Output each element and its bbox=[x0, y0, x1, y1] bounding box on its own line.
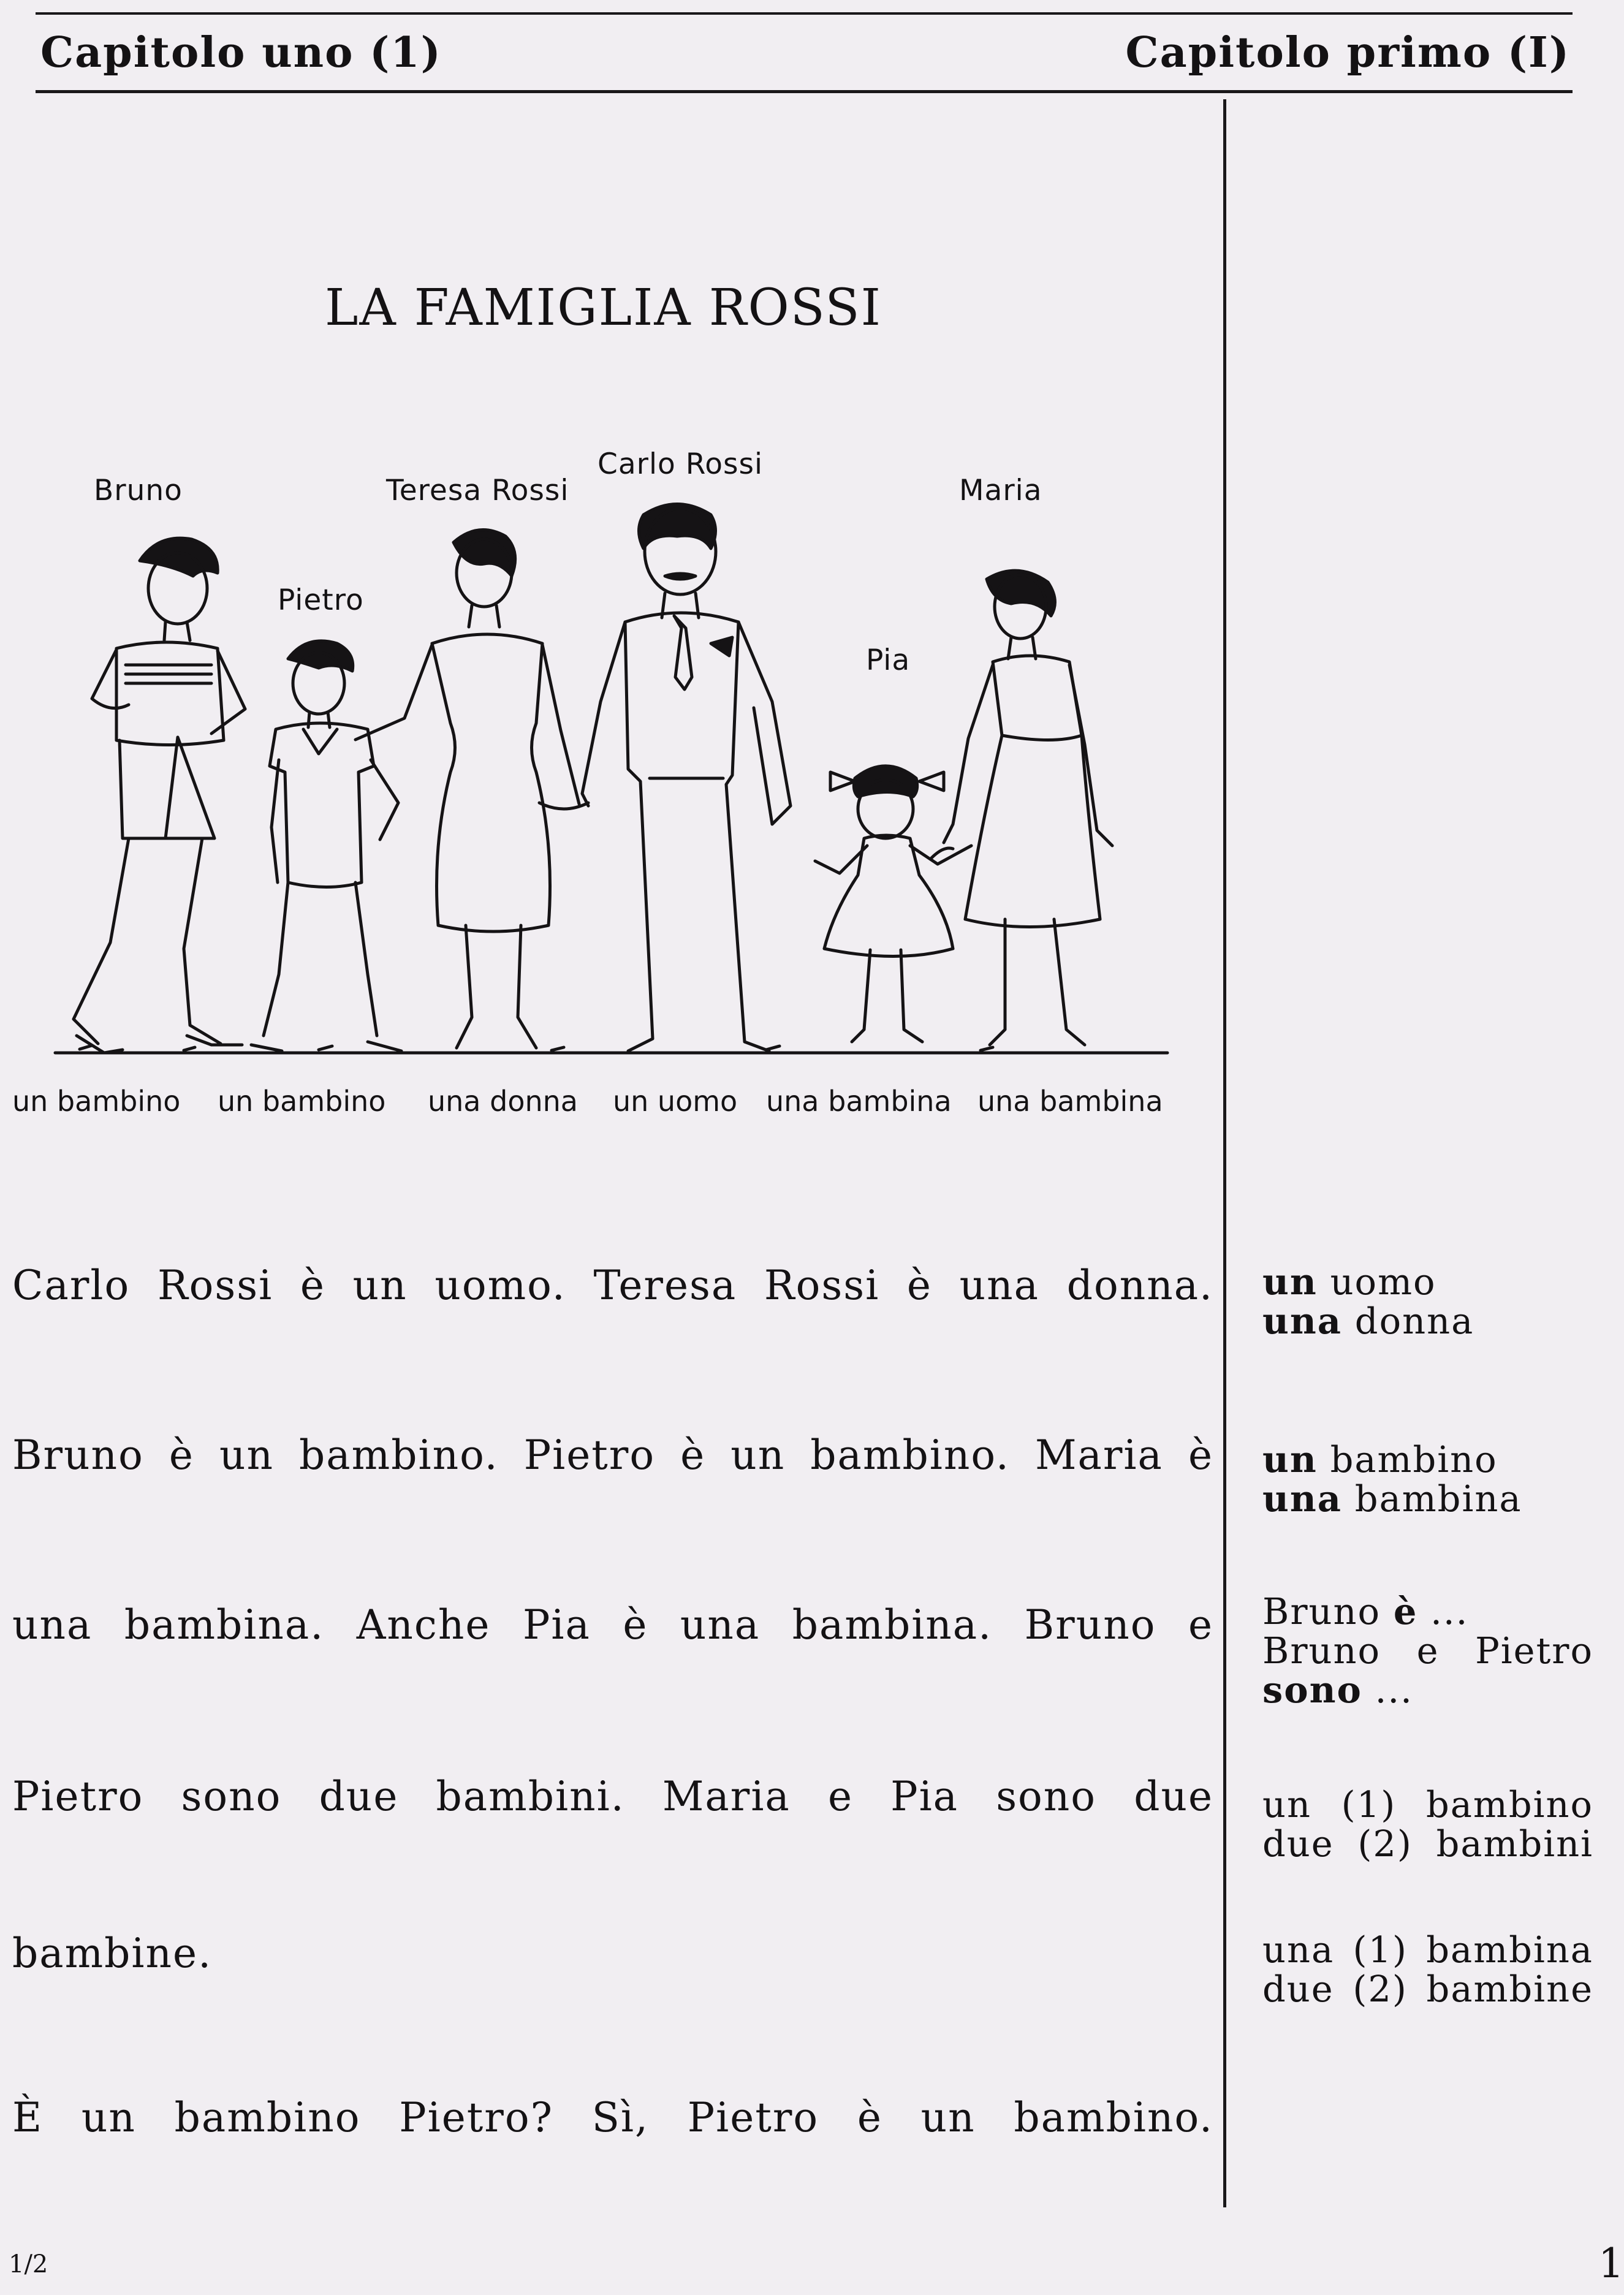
margin-note-4: un (1) bambino due (2) bambini bbox=[1262, 1783, 1593, 1865]
body-line-4: Pietro sono due bambini. Maria e Pia sono due bbox=[12, 1773, 1214, 1820]
label-pia: Pia bbox=[866, 643, 911, 677]
body-line-1: Carlo Rossi è un uomo. Teresa Rossi è una donna. bbox=[12, 1262, 1214, 1309]
label-teresa: Teresa Rossi bbox=[386, 474, 569, 507]
chapter-heading-right: Capitolo primo (I) bbox=[1125, 28, 1570, 77]
figure-pietro bbox=[251, 641, 401, 1051]
hands-teresa-carlo bbox=[539, 803, 588, 809]
figure-bruno bbox=[74, 538, 245, 1053]
body-line-6: È un bambino Pietro? Sì, Pietro è un bambino. bbox=[12, 2094, 1214, 2141]
body-line-3: una bambina. Anche Pia è una bambina. Bruno e bbox=[12, 1601, 1214, 1648]
chapter-heading-left: Capitolo uno (1) bbox=[40, 28, 442, 77]
margin-note-3: Bruno è ... Bruno e Pietro sono ... bbox=[1262, 1590, 1593, 1711]
body-line-2: Bruno è un bambino. Pietro è un bambino. Maria è bbox=[12, 1432, 1213, 1479]
page-number: 1 bbox=[1598, 2240, 1624, 2287]
page-title: LA FAMIGLIA ROSSI bbox=[325, 279, 882, 337]
caption-bruno: un bambino bbox=[12, 1085, 181, 1118]
margin-note-2: un bambino una bambina bbox=[1262, 1438, 1522, 1520]
label-bruno: Bruno bbox=[94, 474, 183, 507]
figure-carlo bbox=[582, 504, 791, 1052]
body-line-5: bambine. bbox=[12, 1930, 213, 1977]
caption-carlo: un uomo bbox=[613, 1085, 738, 1118]
label-pietro: Pietro bbox=[278, 583, 364, 617]
label-carlo: Carlo Rossi bbox=[598, 447, 764, 481]
label-maria: Maria bbox=[959, 474, 1042, 507]
family-illustration bbox=[0, 0, 1201, 1079]
margin-column-rule bbox=[1223, 99, 1226, 2207]
figure-captions bbox=[12, 1085, 1177, 1121]
footer-fraction: 1/2 bbox=[9, 2250, 48, 2278]
caption-pietro: un bambino bbox=[218, 1085, 386, 1118]
margin-note-1: un uomo una donna bbox=[1262, 1261, 1474, 1342]
caption-teresa: una donna bbox=[428, 1085, 578, 1118]
figure-pia bbox=[815, 766, 971, 1042]
figure-maria bbox=[944, 571, 1112, 1045]
caption-maria: una bambina bbox=[977, 1085, 1163, 1118]
caption-pia: una bambina bbox=[766, 1085, 952, 1118]
margin-note-5: una (1) bambina due (2) bambine bbox=[1262, 1929, 1593, 2010]
